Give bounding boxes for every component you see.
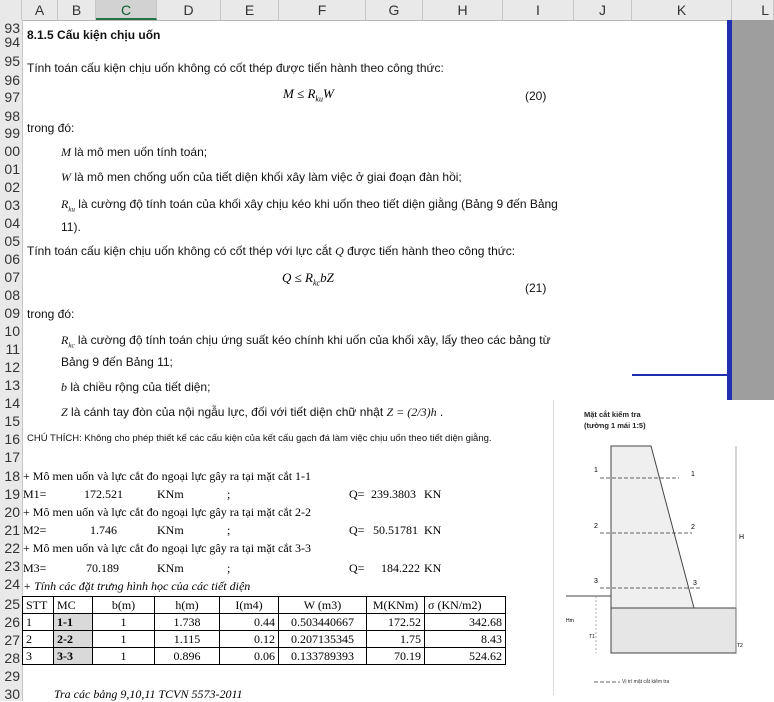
intro-text-1: Tính toán cấu kiện chịu uốn không có cốt thép được tiến hành theo công thức: — [27, 61, 444, 75]
formula-21-sub: kc — [312, 278, 321, 288]
legend-text: Vị trí mặt cắt kiểm tra — [622, 679, 670, 685]
cell-q2-label[interactable]: Q= — [349, 523, 365, 537]
row-header[interactable]: 21 — [4, 522, 20, 538]
row-header[interactable]: 13 — [4, 377, 20, 393]
table-cell[interactable]: 524.62 — [425, 648, 506, 665]
table-cell[interactable]: 2 — [23, 631, 54, 648]
row-header[interactable]: 95 — [4, 53, 20, 69]
row-header[interactable]: 11 — [5, 341, 20, 357]
table-row — [23, 631, 506, 648]
column-header-f[interactable]: F — [279, 0, 366, 20]
table-cell[interactable]: 8.43 — [425, 631, 506, 648]
table-cell[interactable]: 1.115 — [155, 631, 220, 648]
cell-m1-label[interactable]: M1= — [23, 487, 47, 501]
figure-subtitle: (tường 1 mái 1:5) — [584, 421, 646, 430]
table-cell[interactable]: 342.68 — [425, 614, 506, 631]
row-header[interactable]: 28 — [4, 650, 20, 666]
table-header-row — [23, 597, 506, 614]
cell-q3-unit[interactable]: KN — [424, 561, 442, 575]
cell-q1-value[interactable]: 239.3803 — [371, 487, 416, 501]
definition-m-text: là mô men uốn tính toán; — [71, 145, 208, 159]
symbol-z: Z — [61, 405, 68, 419]
cell-m1-value[interactable]: 172.521 — [84, 487, 123, 501]
row-header[interactable]: 04 — [4, 215, 20, 231]
row-header[interactable]: 99 — [4, 125, 20, 141]
row-header[interactable]: 93 — [4, 20, 20, 36]
definition-z-text: là cánh tay đòn của nội ngẫu lực, đối với tiết diện chữ nhật — [67, 405, 387, 419]
section-3-left: 3 — [594, 578, 598, 585]
cell-q1-label[interactable]: Q= — [349, 487, 365, 501]
column-header-j[interactable]: J — [574, 0, 632, 20]
cell-q2-value[interactable]: 50.51781 — [373, 523, 418, 537]
section-properties-table — [22, 596, 506, 665]
wall-footing — [611, 608, 736, 653]
row-header[interactable]: 16 — [4, 431, 20, 447]
row-header[interactable]: 15 — [4, 413, 20, 429]
formula-20-sub: ku — [315, 94, 323, 104]
column-header-bar — [0, 0, 774, 21]
definition-m — [61, 145, 207, 160]
row-header[interactable]: 23 — [4, 558, 20, 574]
row-header[interactable]: 98 — [4, 108, 20, 124]
symbol-w: W — [61, 170, 71, 184]
cell-m3-value[interactable]: 70.189 — [86, 561, 119, 575]
row-header[interactable]: 14 — [4, 395, 20, 411]
equation-number-21: (21) — [525, 281, 547, 295]
select-all-corner[interactable] — [0, 0, 22, 20]
table-header-cell[interactable]: W (m3) — [279, 597, 367, 614]
section-heading: 8.1.5 Cấu kiện chịu uốn — [27, 28, 161, 42]
cell-row122[interactable]: + Mô men uốn và lực cắt đo ngoại lực gây ra tại mặt cắt 3-3 — [23, 541, 312, 555]
row-header[interactable]: 97 — [4, 89, 20, 105]
cell-m1-unit[interactable]: KNm — [157, 487, 184, 501]
definition-rku-text: là cường độ tính toán của khối xây chịu kéo khi uốn theo tiết diện giằng (Bảng 9 đến Bảng — [74, 197, 558, 211]
table-cell[interactable]: 0.44 — [220, 614, 279, 631]
table-cell[interactable]: 0.207135345 — [279, 631, 367, 648]
column-header-h[interactable]: H — [423, 0, 503, 20]
height-label: H — [739, 534, 745, 541]
row-header[interactable]: 06 — [4, 251, 20, 267]
cell-row130[interactable]: Tra các bảng 9,10,11 TCVN 5573-2011 — [54, 687, 243, 701]
row-header[interactable]: 02 — [4, 179, 20, 195]
definition-w-text: là mô men chống uốn của tiết diện khối xây làm việc ở giai đoạn đàn hồi; — [71, 170, 462, 184]
cell-row120[interactable]: + Mô men uốn và lực cắt đo ngoại lực gây ra tại mặt cắt 2-2 — [23, 505, 312, 519]
table-cell[interactable]: 70.19 — [367, 648, 425, 665]
row-header[interactable]: 09 — [4, 305, 20, 321]
table-header-cell[interactable]: STT — [23, 597, 54, 614]
row-header[interactable]: 22 — [4, 540, 20, 556]
cell-m3-unit[interactable]: KNm — [157, 561, 184, 575]
cell-m2-label[interactable]: M2= — [23, 523, 47, 537]
column-header-b[interactable]: B — [58, 0, 96, 20]
table-cell[interactable]: 0.503440667 — [279, 614, 367, 631]
row-header[interactable]: 25 — [4, 596, 20, 612]
column-header-c[interactable]: C — [96, 0, 157, 20]
column-header-g[interactable]: G — [366, 0, 423, 20]
table-cell[interactable]: 1.738 — [155, 614, 220, 631]
column-header-i[interactable]: I — [503, 0, 574, 20]
table-cell[interactable]: 1 — [93, 614, 155, 631]
table-cell[interactable]: 1.75 — [367, 631, 425, 648]
formula-21-main: Q ≤ R — [282, 270, 313, 285]
formula-z: Z = (2/3)h — [386, 405, 437, 419]
table-cell[interactable]: 3 — [23, 648, 54, 665]
row-header[interactable]: 24 — [4, 576, 20, 592]
equation-number-20: (20) — [525, 89, 547, 103]
cell-q1-unit[interactable]: KN — [424, 487, 442, 501]
definition-z-end: . — [436, 405, 444, 419]
row-header[interactable]: 05 — [4, 233, 20, 249]
table-header-cell[interactable]: b(m) — [93, 597, 155, 614]
table-cell[interactable]: 1 — [93, 631, 155, 648]
cell-m2-unit[interactable]: KNm — [157, 523, 184, 537]
row-header[interactable]: 08 — [4, 287, 20, 303]
table-cell[interactable]: 0.896 — [155, 648, 220, 665]
out-of-print-area — [732, 20, 774, 400]
section-2-right: 2 — [691, 524, 695, 531]
row-header[interactable]: 94 — [4, 34, 20, 50]
cell-q3-label[interactable]: Q= — [349, 561, 365, 575]
cell-m3-label[interactable]: M3= — [23, 561, 47, 575]
table-cell[interactable]: 0.06 — [220, 648, 279, 665]
table-cell[interactable]: 0.133789393 — [279, 648, 367, 665]
table-row — [23, 648, 506, 665]
section-1-right: 1 — [691, 471, 695, 478]
definition-w — [61, 170, 462, 185]
row-header[interactable]: 10 — [4, 323, 20, 339]
table-header-cell[interactable]: h(m) — [155, 597, 220, 614]
table-cell[interactable]: 3-3 — [54, 648, 93, 665]
symbol-b: b — [61, 380, 67, 394]
definition-b-text: là chiều rộng của tiết diện; — [67, 380, 211, 394]
wall-section-figure[interactable] — [553, 400, 774, 695]
definition-z — [61, 405, 443, 420]
definition-rkc — [61, 333, 551, 349]
cell-m2-value[interactable]: 1.746 — [90, 523, 117, 537]
symbol-m: M — [61, 145, 71, 159]
t1-label: T1 — [589, 634, 595, 640]
column-header-e[interactable]: E — [221, 0, 279, 20]
cell-m1-sep[interactable]: ; — [227, 487, 231, 501]
page-break-line-horizontal — [632, 374, 730, 376]
formula-20-tail: W — [322, 86, 334, 101]
figure-title: Mặt cắt kiểm tra — [584, 410, 641, 419]
row-header[interactable]: 03 — [4, 197, 20, 213]
where-label-1: trong đó: — [27, 121, 75, 135]
table-cell[interactable]: 2-2 — [54, 631, 93, 648]
symbol-r-sub: ku — [68, 205, 75, 214]
definition-rkc-cont: Bảng 9 đến Bảng 11; — [61, 355, 173, 369]
cell-m3-sep[interactable]: ; — [227, 561, 231, 575]
row-header[interactable]: 07 — [4, 269, 20, 285]
t2-label: T2 — [737, 643, 743, 649]
wall-drawing — [554, 400, 774, 695]
table-cell[interactable]: 1 — [93, 648, 155, 665]
cell-row124[interactable]: + Tính các đặt trưng hình học của các tiết diện — [23, 579, 251, 593]
column-header-a[interactable]: A — [22, 0, 58, 20]
intro-text-2 — [27, 244, 515, 259]
row-header[interactable]: 01 — [4, 161, 20, 177]
table-cell[interactable]: 1 — [23, 614, 54, 631]
row-header[interactable]: 27 — [4, 632, 20, 648]
definition-rku — [61, 197, 558, 213]
cell-q3-value[interactable]: 184.222 — [381, 561, 420, 575]
table-header-cell[interactable]: σ (KN/m2) — [425, 597, 506, 614]
intro-text-2-b: được tiến hành theo công thức: — [343, 244, 516, 258]
row-header[interactable]: 96 — [4, 72, 20, 88]
column-header-l[interactable]: L — [732, 0, 774, 20]
table-cell[interactable]: 1-1 — [54, 614, 93, 631]
row-header[interactable]: 29 — [4, 668, 20, 684]
table-cell[interactable]: 172.52 — [367, 614, 425, 631]
formula-21 — [282, 270, 334, 288]
definition-rku-cont: 11). — [61, 220, 81, 234]
table-cell[interactable]: 0.12 — [220, 631, 279, 648]
where-label-2: trong đó: — [27, 307, 75, 321]
formula-20-main: M ≤ R — [283, 86, 316, 101]
definition-b — [61, 380, 210, 395]
table-header-cell[interactable]: MC — [54, 597, 93, 614]
formula-20 — [283, 86, 334, 104]
table-header-cell[interactable]: I(m4) — [220, 597, 279, 614]
row-header[interactable]: 12 — [4, 359, 20, 375]
symbol-rkc-sub: kc — [68, 341, 75, 350]
row-header-bar — [0, 20, 23, 701]
formula-21-tail: bZ — [320, 270, 334, 285]
cell-m2-sep[interactable]: ; — [227, 523, 231, 537]
row-header[interactable]: 17 — [4, 449, 20, 465]
intro-text-2-a: Tính toán cấu kiện chịu uốn không có cốt thép với lực cắt — [27, 244, 336, 258]
symbol-q: Q — [335, 244, 344, 258]
row-header[interactable]: 30 — [4, 686, 20, 701]
hm-label: Hm — [566, 618, 574, 624]
column-header-k[interactable]: K — [632, 0, 732, 20]
row-header[interactable]: 00 — [4, 143, 20, 159]
row-header[interactable]: 19 — [4, 486, 20, 502]
row-header[interactable]: 18 — [4, 468, 20, 484]
section-2-left: 2 — [594, 523, 598, 530]
symbol-rkc: R — [61, 333, 69, 347]
page-break-line-vertical — [727, 20, 732, 400]
section-3-right: 3 — [693, 580, 697, 587]
definition-rkc-text: là cường độ tính toán chịu ứng suất kéo chính khi uốn của khối xây, lấy theo các bảng từ — [74, 333, 551, 347]
table-header-cell[interactable]: M(KNm) — [367, 597, 425, 614]
symbol-r: R — [61, 197, 69, 211]
wall-body — [611, 446, 694, 608]
cell-q2-unit[interactable]: KN — [424, 523, 442, 537]
note-text: CHÚ THÍCH: Không cho phép thiết kế các cấu kiện của kết cấu gạch đá làm việc chịu uốn theo tiết diện giằng. — [27, 433, 492, 444]
cell-row118[interactable]: + Mô men uốn và lực cắt đo ngoại lực gây ra tại mặt cắt 1-1 — [23, 469, 312, 483]
row-header[interactable]: 26 — [4, 614, 20, 630]
table-row — [23, 614, 506, 631]
row-header[interactable]: 20 — [4, 504, 20, 520]
column-header-d[interactable]: D — [157, 0, 221, 20]
section-1-left: 1 — [594, 467, 598, 474]
